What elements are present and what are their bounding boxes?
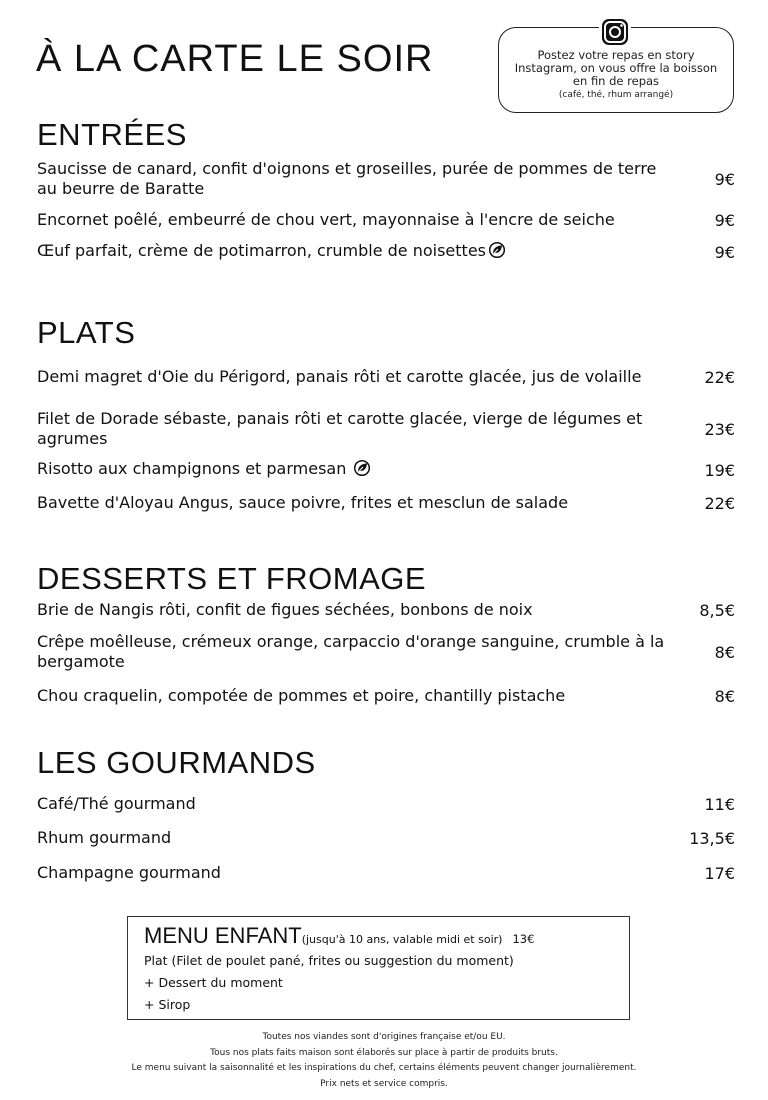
item-name: Saucisse de canard, confit d'oignons et groseilles, purée de pommes de terre au beurre de Baratte [37,159,657,198]
menu-item [37,409,735,449]
kids-menu-line: + Dessert du moment [144,975,283,990]
instagram-promo-text: Postez votre repas en story Instagram, on vous offre la boisson en fin de repas [514,48,718,88]
footer-notes [0,1030,768,1092]
section-title-desserts: DESSERTS ET FROMAGE [37,561,427,596]
item-name: Demi magret d'Oie du Périgord, panais rôti et carotte glacée, jus de volaille [37,367,642,386]
item-name: Rhum gourmand [37,828,172,847]
kids-menu-title: MENU ENFANT [144,923,302,948]
menu-item [37,491,735,515]
instagram-promo-box [498,27,734,113]
menu-item [37,861,735,885]
section-title-entrees: ENTRÉES [37,117,187,152]
kids-menu-line: + Sirop [144,997,191,1012]
vegetarian-leaf-icon [353,459,371,482]
item-price: 8,5€ [699,600,735,620]
item-name: Bavette d'Aloyau Angus, sauce poivre, frites et mesclun de salade [37,493,569,512]
menu-item [37,240,735,264]
item-name: Risotto aux champignons et parmesan [37,458,347,478]
item-price: 9€ [714,210,735,230]
item-name: Café/Thé gourmand [37,794,196,813]
kids-menu-price: 13€ [512,932,535,946]
footer-line: Tous nos plats faits maison sont élaborés sur place à partir de produits bruts. [210,1047,558,1058]
footer-line: Toutes nos viandes sont d'origines française et/ou EU. [262,1032,506,1042]
footer-line: Prix nets et service compris. [320,1078,448,1089]
item-name: Chou craquelin, compotée de pommes et poire, chantilly pistache [37,686,566,705]
section-title-plats: PLATS [37,315,136,350]
item-price: 17€ [704,863,735,883]
menu-item [37,208,735,232]
menu-item [37,826,735,850]
item-price: 11€ [704,794,735,814]
menu-item [37,684,735,708]
item-price: 13,5€ [689,828,735,848]
item-price: 22€ [704,493,735,513]
kids-menu-line: Plat (Filet de poulet pané, frites ou suggestion du moment) [144,953,514,968]
instagram-promo-sub: (café, thé, rhum arrangé) [558,90,674,100]
kids-menu-box [127,916,630,1020]
section-title-gourmands: LES GOURMANDS [37,745,316,780]
menu-item [37,792,735,816]
menu-item [37,632,735,672]
vegetarian-leaf-icon [488,241,506,264]
item-price: 22€ [704,367,735,387]
item-name: Œuf parfait, crème de potimarron, crumble de noisettes [37,240,486,260]
item-price: 19€ [704,460,735,480]
item-price: 8€ [714,642,735,662]
menu-item [37,357,735,397]
item-name: Brie de Nangis rôti, confit de figues séchées, bonbons de noix [37,600,533,619]
item-name: Filet de Dorade sébaste, panais rôti et carotte glacée, vierge de légumes et agrumes [37,409,643,448]
menu-title: À LA CARTE LE SOIR [36,38,434,80]
menu-item [37,598,735,622]
item-name: Crêpe moêlleuse, crémeux orange, carpaccio d'orange sanguine, crumble à la bergamote [37,632,665,671]
item-price: 9€ [714,242,735,262]
kids-menu-note: (jusqu'à 10 ans, valable midi et soir) [301,933,503,946]
item-name: Champagne gourmand [37,863,221,882]
item-name: Encornet poêlé, embeurré de chou vert, mayonnaise à l'encre de seiche [37,210,615,229]
footer-line: Le menu suivant la saisonnalité et les inspirations du chef, certains éléments peuvent changer journalièrement. [131,1063,637,1073]
item-price: 23€ [704,419,735,439]
item-price: 9€ [714,169,735,189]
menu-item [37,458,735,482]
item-price: 8€ [714,686,735,706]
menu-item [37,159,735,199]
instagram-icon [599,16,631,48]
